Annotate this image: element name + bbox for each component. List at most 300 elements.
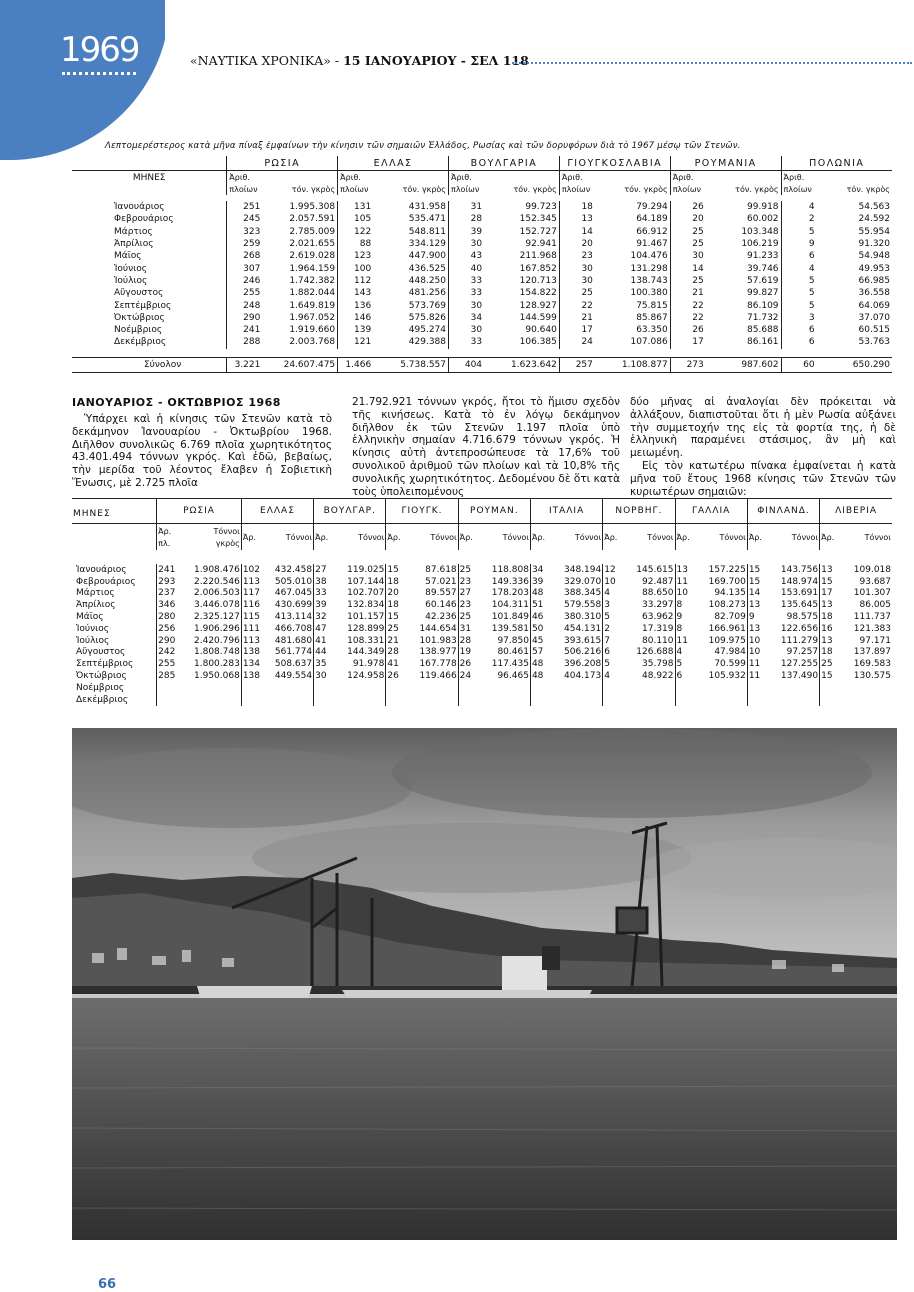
table-row (72, 682, 892, 694)
month-cell: Σεπτέμβριος (114, 300, 172, 311)
ships-cell: 14 (559, 226, 595, 238)
ships-cell: 25 (670, 226, 706, 238)
ships-cell: 5 (603, 611, 628, 623)
ships-cell: 20 (386, 588, 411, 600)
table2-group: ΦΙΝΛΑΝΔ. (747, 499, 819, 524)
tons-cell: 128.899 (347, 623, 385, 634)
ships-cell: 4 (603, 588, 628, 600)
month-cell: Σεπτέμβριος (76, 659, 134, 670)
tons-cell: 561.774 (274, 647, 313, 658)
tons-cell: 63.962 (642, 612, 674, 623)
tons-cell (628, 682, 676, 694)
tons-cell: 60.515 (858, 325, 890, 336)
ships-cell: 5 (781, 287, 817, 299)
tons-cell: 152.727 (519, 226, 557, 237)
month-cell: Ἀπρίλιος (76, 600, 116, 611)
year-label: 1969 (60, 30, 139, 70)
table1-sub-top: Ἀριθ. (781, 171, 817, 184)
ships-cell: 15 (747, 576, 772, 588)
ships-cell: 5 (781, 275, 817, 287)
sea (72, 998, 897, 1240)
table2-sub-tons: Τόννοι (647, 532, 674, 542)
table1-group: ΡΩΣΙΑ (227, 156, 338, 171)
tons-cell: 211.968 (519, 251, 557, 262)
tons-cell: 35.798 (642, 659, 674, 670)
tons-cell: 104.476 (630, 251, 668, 262)
tons-cell: 100.380 (630, 288, 668, 299)
table2-russia-sub-tons (186, 524, 242, 551)
ships-cell: 102 (241, 564, 266, 576)
article-column-3 (630, 396, 896, 498)
table2-russia-sub-gross: γκρὸς (215, 539, 240, 548)
ships-cell: 30 (670, 250, 706, 262)
ships-cell: 43 (449, 250, 485, 262)
ships-cell: 30 (559, 262, 595, 274)
ships-cell: 255 (227, 287, 263, 299)
ships-cell (675, 682, 700, 694)
ships-cell: 100 (338, 262, 374, 274)
tons-cell: 92.487 (642, 576, 674, 587)
tons-cell: 36.558 (858, 288, 890, 299)
ships-cell: 13 (747, 623, 772, 635)
header-dotted-rule (512, 62, 912, 64)
tons-cell: 138.977 (419, 647, 457, 658)
month-cell: Μάϊος (114, 251, 142, 262)
table1-sub-ships: πλοίων (227, 183, 263, 195)
tons-cell: 60.002 (747, 214, 779, 225)
table1-sub-tons: τόν. γκρὸς (846, 184, 890, 194)
ships-cell: 3 (781, 312, 817, 324)
table2-russia-sub-tonnoi: Τόννοι (213, 527, 240, 536)
tons-cell: 348.194 (564, 564, 602, 575)
ships-cell: 15 (820, 576, 845, 588)
table-row (72, 694, 892, 706)
ships-cell: 257 (559, 357, 595, 372)
tons-cell: 138.743 (630, 275, 668, 286)
tons-cell: 2.325.127 (194, 612, 240, 623)
ships-cell: 48 (530, 588, 555, 600)
issue-date: 15 ΙΑΝΟΥΑΡΙΟΥ - ΣΕΛ 118 (343, 53, 529, 68)
table1-sub-ships: πλοίων (670, 183, 706, 195)
ships-cell: 47 (314, 623, 339, 635)
table-row (72, 299, 892, 311)
tons-cell: 99.918 (747, 202, 779, 213)
ships-cell: 33 (449, 275, 485, 287)
ships-cell: 12 (603, 564, 628, 576)
tons-cell: 118.808 (491, 564, 529, 575)
tons-cell: 495.274 (408, 325, 446, 336)
table2-sub-ships: Ἀρ. (530, 524, 555, 551)
tons-cell: 145.615 (636, 564, 674, 575)
tons-cell: 575.826 (408, 312, 446, 323)
tons-cell: 117.435 (491, 659, 529, 670)
ships-cell (314, 682, 339, 694)
total-row (72, 357, 892, 372)
ships-cell: 143 (338, 287, 374, 299)
year-badge-shape (0, 0, 165, 160)
table1-sub-row-top (72, 171, 892, 184)
ships-cell: 5 (781, 299, 817, 311)
tons-cell: 92.941 (525, 239, 557, 250)
ships-cell (820, 694, 845, 706)
tons-cell: 57.619 (747, 275, 779, 286)
month-cell: Δεκέμβριος (76, 694, 129, 705)
tons-cell: 166.961 (708, 623, 746, 634)
month-cell: Δεκέμβριος (114, 337, 167, 348)
ships-cell: 60 (781, 357, 817, 372)
ships-cell: 88 (338, 238, 374, 250)
ships-cell: 273 (670, 357, 706, 372)
tons-cell: 1.919.660 (289, 325, 336, 336)
ships-cell: 18 (559, 201, 595, 213)
ships-cell: 242 (157, 647, 186, 659)
table1-group: ΕΛΛΑΣ (338, 156, 449, 171)
tons-cell: 148.974 (780, 576, 819, 587)
tons-cell: 106.219 (741, 239, 779, 250)
ships-cell: 5 (603, 658, 628, 670)
tons-cell: 3.446.078 (194, 600, 240, 611)
tons-cell: 105.932 (708, 671, 746, 682)
table1-sub-top: Ἀριθ. (338, 171, 374, 184)
ships-cell: 131 (338, 201, 374, 213)
article-heading: ΙΑΝΟΥΑΡΙΟΣ - ΟΚΤΩΒΡΙΟΣ 1968 (72, 396, 281, 409)
table2-sub-tons: Τόννοι (574, 532, 602, 542)
tons-cell: 481.680 (274, 635, 313, 646)
tons-cell: 111.279 (780, 635, 819, 646)
ships-cell: 121 (338, 336, 374, 348)
ships-cell: 13 (747, 599, 772, 611)
ships-cell: 48 (530, 670, 555, 682)
tons-cell: 37.070 (858, 312, 890, 323)
table1-sub-top: Ἀριθ. (670, 171, 706, 184)
tons-cell (700, 682, 748, 694)
ships-cell: 117 (241, 588, 266, 600)
table1-month-header: ΜΗΝΕΣ (132, 173, 166, 183)
ships-cell: 13 (820, 564, 845, 576)
ships-cell: 23 (458, 576, 483, 588)
table1-sub-tons: τόν. γκρὸς (513, 184, 557, 194)
tons-cell: 24.592 (858, 214, 890, 225)
tons-cell: 169.583 (853, 659, 891, 670)
tons-cell: 413.114 (274, 612, 313, 623)
tons-cell (266, 682, 314, 694)
ships-cell: 26 (670, 201, 706, 213)
tons-cell: 396.208 (564, 659, 602, 670)
tons-cell: 104.311 (491, 600, 529, 611)
ships-cell: 34 (530, 564, 555, 576)
ships-cell: 32 (314, 611, 339, 623)
ships-cell: 30 (449, 238, 485, 250)
tons-cell: 126.688 (636, 647, 674, 658)
tons-cell: 1.950.068 (194, 671, 240, 682)
tons-cell: 47.984 (714, 647, 746, 658)
ships-cell (314, 694, 339, 706)
tons-cell: 75.815 (636, 300, 668, 311)
tons-cell: 53.763 (858, 337, 890, 348)
month-cell: Νοέμβριος (114, 325, 163, 336)
table2-sub-ships: Ἀρ. (603, 524, 628, 551)
tons-cell: 430.699 (274, 600, 313, 611)
tons-cell: 139.581 (491, 623, 529, 634)
ships-cell: 122 (338, 226, 374, 238)
tons-cell: 64.069 (858, 300, 890, 311)
ships-cell: 33 (449, 287, 485, 299)
table1-sub-top: Ἀριθ. (449, 171, 485, 184)
ships-cell: 13 (820, 599, 845, 611)
ships-cell: 41 (386, 658, 411, 670)
ships-cell: 30 (449, 299, 485, 311)
ships-cell: 6 (675, 670, 700, 682)
ships-cell: 113 (241, 576, 266, 588)
tons-cell: 481.256 (408, 288, 446, 299)
table-row (72, 576, 892, 588)
tons-cell: 431.958 (408, 202, 446, 213)
table-row (72, 623, 892, 635)
ships-cell: 19 (458, 647, 483, 659)
tons-cell: 157.225 (708, 564, 746, 575)
tons-cell: 1.108.877 (595, 357, 670, 372)
tons-cell: 87.618 (425, 564, 457, 575)
ships-cell: 14 (747, 588, 772, 600)
tons-cell: 54.948 (858, 251, 890, 262)
table2-group-row (72, 499, 892, 524)
tons-cell (772, 682, 820, 694)
table1-sub-tons: τόν. γκρὸς (624, 184, 668, 194)
table1-sub-tons: τόν. γκρὸς (291, 184, 336, 194)
tons-cell (483, 682, 531, 694)
ships-cell (386, 694, 411, 706)
tons-cell: 80.461 (497, 647, 529, 658)
tons-cell: 33.297 (642, 600, 674, 611)
tons-cell: 132.834 (347, 600, 385, 611)
tons-cell: 57.021 (425, 576, 457, 587)
table2-sub-ships: Ἀρ. (820, 524, 845, 551)
table-row (72, 238, 892, 250)
month-cell: Ἰούνιος (114, 263, 147, 274)
month-cell: Μάρτιος (76, 588, 115, 599)
table1-group: ΓΙΟΥΓΚΟΣΛΑΒΙΑ (559, 156, 670, 171)
tons-cell: 48.922 (642, 671, 674, 682)
ships-cell: 21 (386, 635, 411, 647)
tons-cell: 329.070 (564, 576, 602, 587)
ships-cell: 16 (820, 623, 845, 635)
tons-cell: 449.554 (274, 671, 313, 682)
table-row (72, 599, 892, 611)
tons-cell: 97.171 (859, 635, 891, 646)
ships-cell: 48 (530, 658, 555, 670)
table1 (72, 156, 892, 373)
ships-cell: 136 (338, 299, 374, 311)
tons-cell: 88.650 (642, 588, 674, 599)
table1-sub-ships: πλοίων (338, 183, 374, 195)
ships-cell: 10 (603, 576, 628, 588)
tons-cell: 467.045 (274, 588, 313, 599)
ships-cell: 9 (747, 611, 772, 623)
ships-cell: 15 (386, 611, 411, 623)
tons-cell: 96.465 (497, 671, 529, 682)
tons-cell: 137.490 (780, 671, 819, 682)
table2 (72, 498, 892, 706)
ships-cell: 31 (449, 201, 485, 213)
tons-cell: 90.640 (525, 325, 557, 336)
table1-group: ΒΟΥΛΓΑΡΙΑ (449, 156, 560, 171)
ships-cell (241, 682, 266, 694)
ships-cell: 346 (157, 599, 186, 611)
ships-cell: 255 (157, 658, 186, 670)
ships-cell: 21 (670, 287, 706, 299)
tons-cell: 122.656 (780, 623, 819, 634)
ships-cell: 5 (781, 226, 817, 238)
tons-cell: 1.800.283 (194, 659, 240, 670)
tons-cell: 2.420.796 (194, 635, 240, 646)
ships-cell (603, 682, 628, 694)
tons-cell: 388.345 (564, 588, 602, 599)
ships-cell: 138 (241, 647, 266, 659)
ships-cell: 246 (227, 275, 263, 287)
tons-cell: 109.018 (853, 564, 891, 575)
ships-cell: 45 (530, 635, 555, 647)
month-cell: Ἰούνιος (76, 623, 109, 634)
ships-cell: 25 (386, 623, 411, 635)
month-cell: Μάϊος (76, 612, 104, 623)
ships-cell: 15 (820, 670, 845, 682)
tons-cell: 49.953 (858, 263, 890, 274)
ships-cell: 134 (241, 658, 266, 670)
table2-sub-ships: Ἀρ. (314, 524, 339, 551)
table-row (72, 287, 892, 299)
table2-sub-tons: Τόννοι (358, 532, 385, 542)
table-row (72, 658, 892, 670)
table1-sub-top: Ἀριθ. (559, 171, 595, 184)
harbor-photo-image (72, 728, 897, 1240)
month-cell: Νοέμβριος (76, 682, 125, 693)
table2-group: ΛΙΒΕΡΙΑ (820, 499, 892, 524)
tons-cell: 573.769 (408, 300, 446, 311)
tons-cell: 17.319 (642, 623, 674, 634)
tons-cell: 60.146 (425, 600, 457, 611)
ships-cell: 50 (530, 623, 555, 635)
table2-group: ΙΤΑΛΙΑ (530, 499, 602, 524)
tons-cell: 143.756 (780, 564, 819, 575)
ships-cell: 44 (314, 647, 339, 659)
tons-cell: 107.144 (347, 576, 385, 587)
ships-cell: 404 (449, 357, 485, 372)
tons-cell (338, 694, 386, 706)
tons-cell: 70.599 (714, 659, 746, 670)
ships-cell: 241 (157, 564, 186, 576)
tons-cell: 987.602 (706, 357, 781, 372)
table-row (72, 635, 892, 647)
tons-cell: 71.732 (747, 312, 779, 323)
ships-cell: 33 (314, 588, 339, 600)
tons-cell (772, 694, 820, 706)
ships-cell: 4 (675, 647, 700, 659)
tons-cell (555, 682, 603, 694)
ships-cell: 51 (530, 599, 555, 611)
tons-cell: 137.897 (853, 647, 891, 658)
ships-cell: 285 (157, 670, 186, 682)
tons-cell: 2.619.028 (289, 251, 336, 262)
ships-cell: 13 (675, 564, 700, 576)
tons-cell: 135.645 (780, 600, 819, 611)
tons-cell: 167.778 (419, 659, 457, 670)
tons-cell: 506.216 (564, 647, 602, 658)
tons-cell: 1.649.819 (289, 300, 336, 311)
tons-cell: 429.388 (408, 337, 446, 348)
tons-cell: 579.558 (564, 600, 602, 611)
tons-cell: 153.691 (780, 588, 819, 599)
tons-cell: 101.307 (853, 588, 891, 599)
table2-sub-ships: Ἀρ. (675, 524, 700, 551)
ships-cell: 307 (227, 262, 263, 274)
tons-cell: 108.273 (708, 600, 746, 611)
tons-cell: 2.006.503 (194, 588, 240, 599)
ships-cell: 5 (675, 658, 700, 670)
tons-cell: 152.345 (519, 214, 557, 225)
tons-cell (555, 694, 603, 706)
ships-cell (530, 694, 555, 706)
tons-cell: 55.954 (858, 226, 890, 237)
ships-cell: 6 (781, 250, 817, 262)
ships-cell: 30 (559, 275, 595, 287)
ships-cell: 27 (458, 588, 483, 600)
tons-cell: 91.320 (858, 239, 890, 250)
tons-cell: 448.250 (408, 275, 446, 286)
ships-cell: 22 (559, 299, 595, 311)
article-column-3-para-1: δύο μῆνας αἱ ἀναλογίαι δὲν πρόκειται νὰ ἀλλάξουν, διαπιστοῦται ὅτι ἡ μὲν Ρωσία αὐξάνει τὴν συμμετοχήν της εἰς τὰ φορτία της, ἡ δὲ ἑλληνικὴ παραμένει στάσιμος, ἂν μὴ καὶ μειωμένη. (630, 396, 896, 460)
ships-cell: 23 (458, 599, 483, 611)
table-row (72, 336, 892, 348)
ships-cell (458, 694, 483, 706)
tons-cell: 80.110 (642, 635, 674, 646)
ships-cell (747, 694, 772, 706)
ships-cell: 9 (675, 611, 700, 623)
ships-cell: 248 (227, 299, 263, 311)
tons-cell: 101.983 (419, 635, 457, 646)
ships-cell: 39 (449, 226, 485, 238)
ships-cell: 21 (559, 312, 595, 324)
tons-cell (483, 694, 531, 706)
table2-sub-tons: Τόννοι (502, 532, 529, 542)
ships-cell: 30 (314, 670, 339, 682)
tons-cell: 128.927 (519, 300, 557, 311)
ships-cell: 6 (781, 324, 817, 336)
tons-cell (844, 694, 892, 706)
ships-cell: 11 (675, 635, 700, 647)
magazine-title: «ΝΑΥΤΙΚΑ ΧΡΟΝΙΚΑ» - (190, 53, 344, 68)
table-row (72, 647, 892, 659)
ships-cell: 10 (675, 588, 700, 600)
ship-funnel (542, 946, 560, 970)
tons-cell: 97.850 (497, 635, 529, 646)
ships-cell: 293 (157, 576, 186, 588)
tons-cell: 466.708 (274, 623, 313, 634)
tons-cell: 144.599 (519, 312, 557, 323)
ships-cell: 18 (386, 599, 411, 611)
month-cell: Ἰούλιος (76, 635, 110, 646)
ships-cell: 28 (449, 213, 485, 225)
ships-cell: 2 (603, 623, 628, 635)
month-cell: Ἰούλιος (114, 275, 148, 286)
ships-cell: 39 (530, 576, 555, 588)
table2-sub-tons: Τόννοι (791, 532, 819, 542)
ships-cell: 24 (559, 336, 595, 348)
tons-cell: 1.967.052 (289, 312, 336, 323)
running-header (190, 53, 529, 68)
tons-cell: 334.129 (408, 239, 446, 250)
tons-cell: 91.233 (747, 251, 779, 262)
table2-russia-sub-pl: πλ. (158, 539, 171, 548)
